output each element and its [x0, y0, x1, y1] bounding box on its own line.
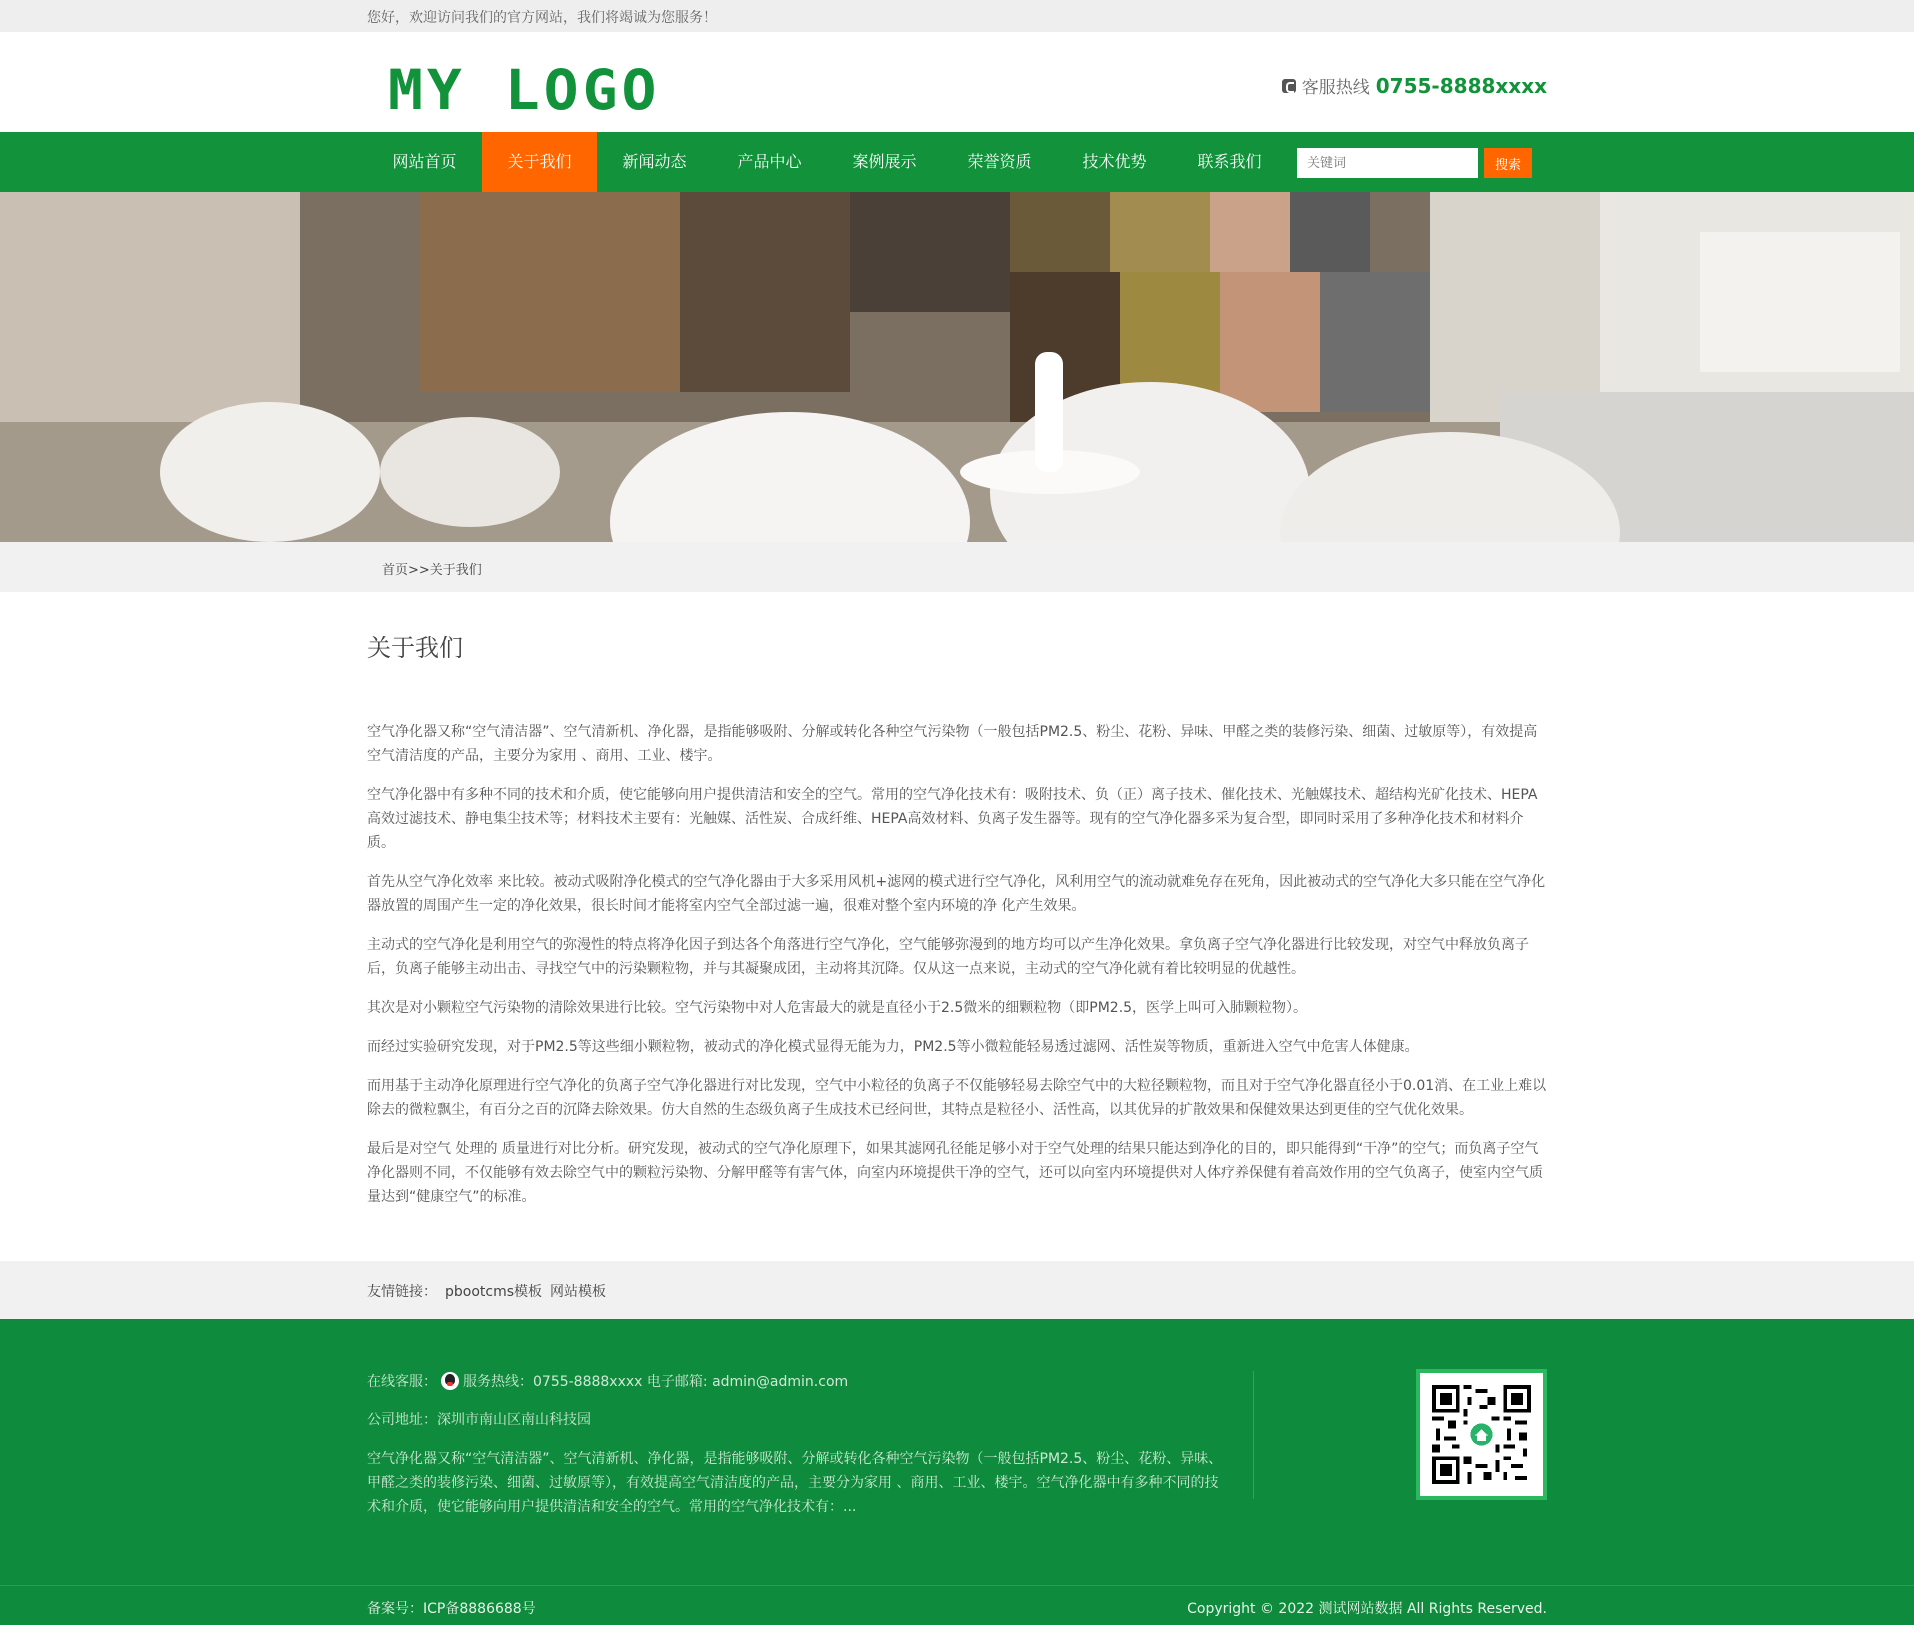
breadcrumb-bar — [0, 542, 1914, 592]
nav-item-technology[interactable]: 技术优势 — [1082, 152, 1147, 171]
nav-item-contact[interactable]: 联系我们 — [1197, 152, 1262, 171]
icp-record[interactable]: 备案号：ICP备8886688号 — [367, 1601, 536, 1617]
main-content — [367, 628, 1547, 1224]
footer-description: 空气净化器又称“空气清洁器”、空气清新机、净化器，是指能够吸附、分解或转化各种空气污染物（一般包括PM2.5、粉尘、花粉、异味、甲醛之类的装修污染、细菌、过敏原等），有效提高空气清洁度的产品，主要分为家用 、商用、工业、楼宇。空气净化器中有多种不同的技术和介质，使它能够向用户提供清洁和安全的空气。常用的空气净化技术有：... — [367, 1451, 1223, 1515]
qq-icon[interactable] — [441, 1372, 459, 1390]
hotline-number: 0755-8888xxxx — [1375, 73, 1547, 98]
site-footer — [0, 1319, 1914, 1625]
hotline-label: 客服热线 — [1301, 78, 1370, 98]
nav-item-about[interactable]: 关于我们 — [482, 132, 597, 192]
friend-links-bar — [0, 1261, 1914, 1319]
site-header — [0, 32, 1914, 132]
nav-item-news[interactable]: 新闻动态 — [622, 152, 687, 171]
service-line: 服务热线：0755-8888xxxx 电子邮箱: admin@admin.com — [463, 1374, 849, 1390]
search-button[interactable]: 搜索 — [1484, 148, 1532, 178]
company-address: 公司地址：深圳市南山区南山科技园 — [367, 1412, 591, 1428]
hotline — [1282, 73, 1547, 98]
nav-item-honors[interactable]: 荣誉资质 — [967, 152, 1032, 171]
search-form — [1297, 148, 1532, 178]
site-logo[interactable]: MY LOGO — [388, 57, 661, 123]
article-paragraph: 空气净化器又称“空气清洁器”、空气清新机、净化器，是指能够吸附、分解或转化各种空气污染物（一般包括PM2.5、粉尘、花粉、异味、甲醛之类的装修污染、细菌、过敏原等），有效提高空气清洁度的产品，主要分为家用 、商用、工业、楼宇。 — [367, 724, 1538, 764]
top-bar — [0, 0, 1914, 32]
article-paragraph: 空气净化器中有多种不同的技术和介质，使它能够向用户提供清洁和安全的空气。常用的空气净化技术有：吸附技术、负（正）离子技术、催化技术、光触媒技术、超结构光矿化技术、HEPA高效过滤技术、静电集尘技术等；材料技术主要有：光触媒、活性炭、合成纤维、HEPA高效材料、负离子发生器等。现有的空气净化器多采为复合型，即同时采用了多种净化技术和材料介质。 — [367, 787, 1538, 851]
article-paragraph: 最后是对空气 处理的 质量进行对比分析。研究发现，被动式的空气净化原理下，如果其滤网孔径能足够小对于空气处理的结果只能达到净化的目的，即只能得到“干净”的空气；而负离子空气净化器则不同，不仅能够有效去除空气中的颗粒污染物、分解甲醛等有害气体，向室内环境提供干净的空气，还可以向室内环境提供对人体疗养保健有着高效作用的空气负离子，使室内空气质量达到“健康空气”的标准。 — [367, 1141, 1543, 1205]
page-title: 关于我们 — [367, 634, 463, 662]
article-paragraph: 首先从空气净化效率 来比较。被动式吸附净化模式的空气净化器由于大多采用风机+滤网的模式进行空气净化，风利用空气的流动就难免存在死角，因此被动式的空气净化大多只能在空气净化器放置的周围产生一定的净化效果，很长时间才能将室内空气全部过滤一遍，很难对整个室内环境的净 化产生效果。 — [367, 874, 1546, 914]
article-paragraph: 而经过实验研究发现，对于PM2.5等这些细小颗粒物，被动式的净化模式显得无能为力，PM2.5等小微粒能轻易透过滤网、活性炭等物质，重新进入空气中危害人体健康。 — [367, 1039, 1419, 1055]
article-paragraph: 主动式的空气净化是利用空气的弥漫性的特点将净化因子到达各个角落进行空气净化，空气能够弥漫到的地方均可以产生净化效果。拿负离子空气净化器进行比较发现，对空气中释放负离子后，负离子能够主动出击、寻找空气中的污染颗粒物，并与其凝聚成团，主动将其沉降。仅从这一点来说，主动式的空气净化就有着比较明显的优越性。 — [367, 937, 1529, 977]
footer-divider — [1253, 1371, 1254, 1499]
friend-links-label: 友情链接： — [367, 1284, 437, 1300]
qr-code-icon — [1416, 1369, 1547, 1500]
nav-item-cases[interactable]: 案例展示 — [852, 152, 917, 171]
footer-bottom-bar — [0, 1585, 1914, 1625]
online-service-label: 在线客服： — [367, 1374, 437, 1390]
search-input[interactable] — [1297, 148, 1478, 178]
breadcrumb[interactable]: 首页>>关于我们 — [382, 563, 482, 578]
copyright: Copyright © 2022 测试网站数据 All Rights Reserved. — [1187, 1601, 1547, 1617]
banner-image — [0, 192, 1914, 542]
footer-info — [367, 1371, 1227, 1519]
article-paragraph: 其次是对小颗粒空气污染物的清除效果进行比较。空气污染物中对人危害最大的就是直径小于2.5微米的细颗粒物（即PM2.5，医学上叫可入肺颗粒物）。 — [367, 1000, 1308, 1016]
main-nav — [0, 132, 1914, 192]
article-body — [367, 720, 1547, 1209]
phone-icon — [1282, 79, 1296, 93]
banner-illustration — [0, 192, 1914, 542]
friend-link[interactable]: pbootcms模板 — [445, 1284, 543, 1300]
friend-link[interactable]: 网站模板 — [550, 1284, 607, 1300]
nav-item-home[interactable]: 网站首页 — [392, 152, 457, 171]
article-paragraph: 而用基于主动净化原理进行空气净化的负离子空气净化器进行对比发现，空气中小粒径的负离子不仅能够轻易去除空气中的大粒径颗粒物，而且对于空气净化器直径小于0.01消、在工业上难以除去的微粒飘尘，有百分之百的沉降去除效果。仿大自然的生态级负离子生成技术已经问世，其特点是粒径小、活性高，以其优异的扩散效果和保健效果达到更佳的空气优化效果。 — [367, 1078, 1547, 1118]
welcome-text: 您好，欢迎访问我们的官方网站，我们将竭诚为您服务！ — [367, 10, 717, 26]
nav-item-products[interactable]: 产品中心 — [737, 152, 802, 171]
